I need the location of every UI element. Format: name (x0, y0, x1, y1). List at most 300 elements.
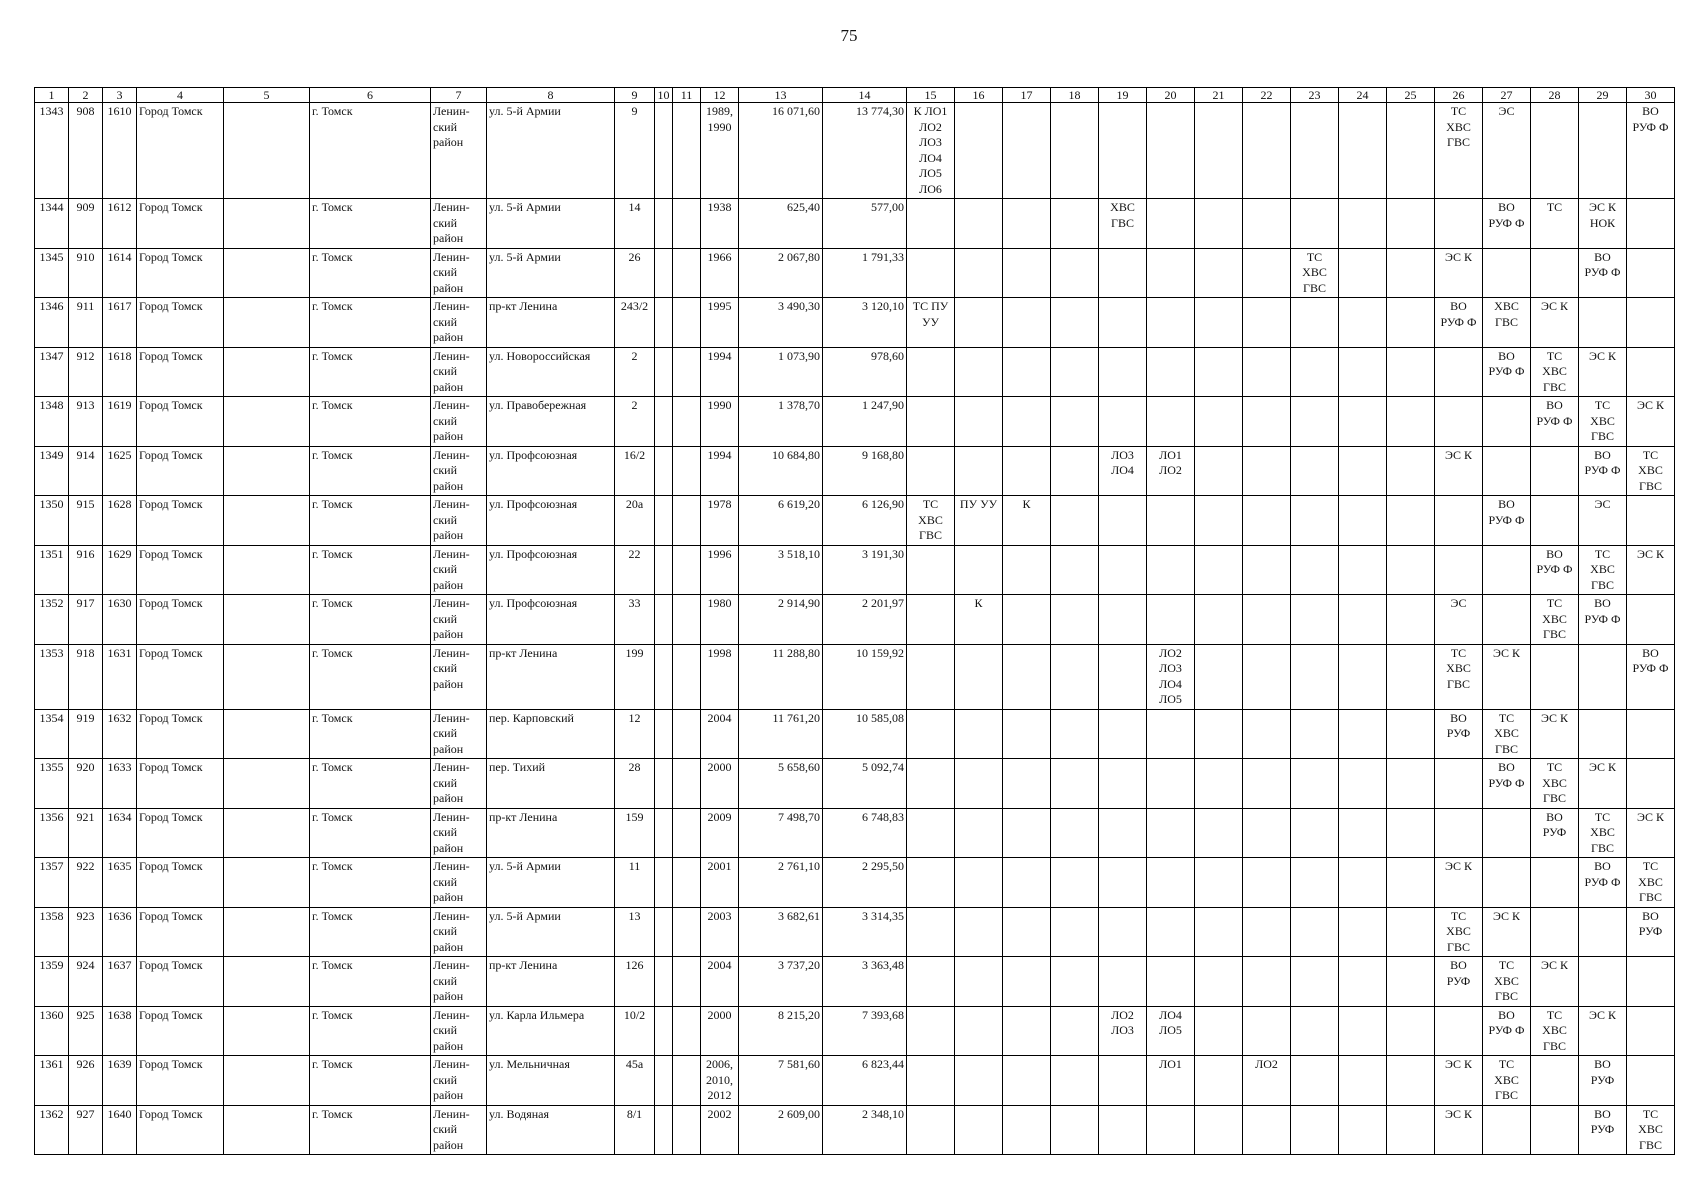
table-cell (1531, 1105, 1579, 1155)
table-cell (907, 709, 955, 759)
table-cell: 1631 (103, 644, 137, 709)
table-cell: 1360 (35, 1006, 69, 1056)
table-cell (1147, 1105, 1195, 1155)
table-cell: 1610 (103, 103, 137, 199)
table-cell: 1612 (103, 199, 137, 249)
table-cell (655, 808, 673, 858)
table-cell (1051, 199, 1099, 249)
table-cell (1051, 298, 1099, 348)
table-cell: Город Томск (137, 103, 224, 199)
table-cell: 11 288,80 (739, 644, 823, 709)
table-cell (673, 1006, 701, 1056)
table-cell: 5 658,60 (739, 759, 823, 809)
table-cell (1627, 759, 1675, 809)
table-row (35, 808, 1675, 858)
table-cell (1291, 709, 1339, 759)
table-cell: ЭС К (1435, 446, 1483, 496)
table-cell: 1617 (103, 298, 137, 348)
table-cell: 10 159,92 (823, 644, 907, 709)
table-cell (1387, 858, 1435, 908)
table-cell: 8/1 (615, 1105, 655, 1155)
table-row (35, 907, 1675, 957)
table-cell: 6 619,20 (739, 496, 823, 546)
table-cell (1435, 808, 1483, 858)
table-cell: Ленин- ский район (431, 545, 487, 595)
table-cell (1291, 103, 1339, 199)
table-cell (1195, 759, 1243, 809)
table-cell: ЛО3 ЛО4 (1099, 446, 1147, 496)
table-cell (673, 248, 701, 298)
table-cell: 1994 (701, 347, 739, 397)
table-cell: ВО РУФ Ф (1579, 858, 1627, 908)
table-cell: 33 (615, 595, 655, 645)
table-cell (224, 759, 310, 809)
table-cell: ТС ХВС ГВС (1627, 858, 1675, 908)
table-cell (1195, 1006, 1243, 1056)
table-cell: Город Томск (137, 1006, 224, 1056)
table-cell: 2 (615, 347, 655, 397)
table-cell: 1639 (103, 1056, 137, 1106)
table-cell: г. Томск (310, 248, 431, 298)
table-cell: 6 748,83 (823, 808, 907, 858)
table-cell (655, 957, 673, 1007)
table-cell (1579, 644, 1627, 709)
table-cell (1003, 858, 1051, 908)
table-cell (1051, 103, 1099, 199)
table-cell (1003, 808, 1051, 858)
table-cell: 1995 (701, 298, 739, 348)
table-cell: Город Томск (137, 545, 224, 595)
column-header: 20 (1147, 88, 1195, 103)
table-cell (1051, 808, 1099, 858)
table-cell: 925 (69, 1006, 103, 1056)
table-row (35, 759, 1675, 809)
table-cell: 1625 (103, 446, 137, 496)
table-cell: ЭС К (1435, 858, 1483, 908)
table-cell (1243, 248, 1291, 298)
table-cell (1579, 957, 1627, 1007)
table-cell (655, 103, 673, 199)
table-cell: 1 073,90 (739, 347, 823, 397)
table-cell: пр-кт Ленина (487, 957, 615, 1007)
column-header: 21 (1195, 88, 1243, 103)
table-cell (1051, 759, 1099, 809)
table-cell (1099, 347, 1147, 397)
table-cell (1195, 957, 1243, 1007)
table-cell: ЛО2 ЛО3 ЛО4 ЛО5 (1147, 644, 1195, 709)
table-cell: ВО РУФ Ф (1579, 595, 1627, 645)
table-cell (1099, 644, 1147, 709)
table-cell (1483, 1105, 1531, 1155)
table-cell: 577,00 (823, 199, 907, 249)
table-cell (955, 103, 1003, 199)
table-cell (673, 397, 701, 447)
table-cell: 914 (69, 446, 103, 496)
table-cell: 909 (69, 199, 103, 249)
table-cell (1627, 496, 1675, 546)
table-cell (655, 446, 673, 496)
table-cell (1387, 1006, 1435, 1056)
table-cell (1483, 248, 1531, 298)
table-cell: 6 126,90 (823, 496, 907, 546)
table-cell: Ленин- ский район (431, 957, 487, 1007)
table-cell: 1628 (103, 496, 137, 546)
table-cell (1531, 907, 1579, 957)
table-cell: Ленин- ский район (431, 1105, 487, 1155)
table-cell: К ЛО1 ЛО2 ЛО3 ЛО4 ЛО5 ЛО6 (907, 103, 955, 199)
table-cell: ТС ХВС ГВС (1531, 1006, 1579, 1056)
table-cell (1099, 1056, 1147, 1106)
table-cell: 1994 (701, 446, 739, 496)
table-cell: 910 (69, 248, 103, 298)
table-cell: 927 (69, 1105, 103, 1155)
table-cell (1387, 545, 1435, 595)
column-header: 24 (1339, 88, 1387, 103)
table-cell (1339, 1105, 1387, 1155)
table-cell: ЭС К (1435, 1105, 1483, 1155)
table-cell: 1638 (103, 1006, 137, 1056)
table-cell (1291, 1006, 1339, 1056)
table-cell (1483, 446, 1531, 496)
table-cell (1099, 808, 1147, 858)
table-cell (1147, 808, 1195, 858)
table-cell (1435, 199, 1483, 249)
column-header: 22 (1243, 88, 1291, 103)
table-cell (955, 1105, 1003, 1155)
table-cell: г. Томск (310, 595, 431, 645)
table-cell: 7 498,70 (739, 808, 823, 858)
table-cell: ЭС К (1483, 907, 1531, 957)
table-cell (1051, 446, 1099, 496)
table-cell: 243/2 (615, 298, 655, 348)
table-cell (1627, 199, 1675, 249)
table-cell: 14 (615, 199, 655, 249)
table-cell: 7 581,60 (739, 1056, 823, 1106)
column-header: 10 (655, 88, 673, 103)
table-cell (673, 1105, 701, 1155)
column-header: 14 (823, 88, 907, 103)
table-cell (224, 808, 310, 858)
table-cell: 918 (69, 644, 103, 709)
table-cell: 3 363,48 (823, 957, 907, 1007)
table-cell: 10 585,08 (823, 709, 907, 759)
table-cell (1339, 298, 1387, 348)
table-cell: 9 168,80 (823, 446, 907, 496)
table-cell (1243, 808, 1291, 858)
table-cell (673, 709, 701, 759)
table-cell (907, 1006, 955, 1056)
table-cell: 1619 (103, 397, 137, 447)
table-cell (1195, 496, 1243, 546)
table-cell: 3 314,35 (823, 907, 907, 957)
table-cell: 922 (69, 858, 103, 908)
table-cell: г. Томск (310, 496, 431, 546)
column-header: 30 (1627, 88, 1675, 103)
table-cell (1051, 644, 1099, 709)
table-cell: пер. Карповский (487, 709, 615, 759)
table-cell: ТС ХВС ГВС (1627, 446, 1675, 496)
table-cell: 913 (69, 397, 103, 447)
table-cell (1579, 103, 1627, 199)
table-cell: ЭС К (1435, 1056, 1483, 1106)
table-cell: 919 (69, 709, 103, 759)
table-cell: 2000 (701, 1006, 739, 1056)
table-cell (1195, 103, 1243, 199)
table-cell: ТС ХВС ГВС (1291, 248, 1339, 298)
column-header: 15 (907, 88, 955, 103)
table-cell: Ленин- ский район (431, 907, 487, 957)
table-row (35, 103, 1675, 199)
table-cell (1099, 957, 1147, 1007)
table-cell (224, 298, 310, 348)
table-cell: г. Томск (310, 1056, 431, 1106)
table-cell (1243, 347, 1291, 397)
table-cell (1195, 907, 1243, 957)
table-cell (1387, 957, 1435, 1007)
table-cell: 2 609,00 (739, 1105, 823, 1155)
table-cell (1243, 709, 1291, 759)
table-cell: 1635 (103, 858, 137, 908)
table-cell (1291, 496, 1339, 546)
table-cell (1339, 347, 1387, 397)
table-cell (955, 1006, 1003, 1056)
table-cell: г. Томск (310, 1105, 431, 1155)
table-cell: ТС ХВС ГВС (1435, 103, 1483, 199)
table-cell: Ленин- ский район (431, 1056, 487, 1106)
table-cell: 10/2 (615, 1006, 655, 1056)
table-cell: Ленин- ский район (431, 709, 487, 759)
table-cell (1291, 397, 1339, 447)
table-cell: ТС ХВС ГВС (1483, 957, 1531, 1007)
table-cell: 1344 (35, 199, 69, 249)
table-cell (1627, 595, 1675, 645)
table-cell (1339, 199, 1387, 249)
table-cell: ВО РУФ Ф (1483, 347, 1531, 397)
table-cell (1291, 644, 1339, 709)
table-cell (1051, 957, 1099, 1007)
table-cell (224, 347, 310, 397)
table-cell (1243, 545, 1291, 595)
table-cell (1195, 397, 1243, 447)
table-cell (1339, 397, 1387, 447)
table-cell (955, 199, 1003, 249)
table-cell: Ленин- ский район (431, 248, 487, 298)
table-cell: ЛО2 ЛО3 (1099, 1006, 1147, 1056)
table-cell (1435, 347, 1483, 397)
column-header: 19 (1099, 88, 1147, 103)
table-cell (1627, 709, 1675, 759)
column-header: 13 (739, 88, 823, 103)
table-cell: 1980 (701, 595, 739, 645)
column-header: 1 (35, 88, 69, 103)
table-cell: ХВС ГВС (1483, 298, 1531, 348)
table-cell (224, 545, 310, 595)
table-cell (1627, 248, 1675, 298)
table-cell: ВО РУФ (1579, 1105, 1627, 1155)
table-cell (1003, 248, 1051, 298)
column-header: 23 (1291, 88, 1339, 103)
table-cell: 1355 (35, 759, 69, 809)
table-cell: 11 761,20 (739, 709, 823, 759)
table-cell: 10 684,80 (739, 446, 823, 496)
table-cell (955, 709, 1003, 759)
table-cell (1243, 103, 1291, 199)
table-cell: 1632 (103, 709, 137, 759)
table-cell (673, 907, 701, 957)
table-row (35, 709, 1675, 759)
table-cell: 13 774,30 (823, 103, 907, 199)
table-cell (655, 199, 673, 249)
table-cell: Город Томск (137, 808, 224, 858)
header-row (35, 88, 1675, 103)
table-cell: 912 (69, 347, 103, 397)
table-cell: г. Томск (310, 759, 431, 809)
table-cell (1099, 545, 1147, 595)
table-cell: 45а (615, 1056, 655, 1106)
table-cell: 1350 (35, 496, 69, 546)
table-cell (1387, 397, 1435, 447)
table-cell (224, 1056, 310, 1106)
table-cell: 2002 (701, 1105, 739, 1155)
table-cell: 978,60 (823, 347, 907, 397)
table-cell (1051, 248, 1099, 298)
table-cell: 1353 (35, 644, 69, 709)
table-cell (1003, 907, 1051, 957)
table-cell (1339, 957, 1387, 1007)
table-cell (1339, 1006, 1387, 1056)
table-cell (1243, 496, 1291, 546)
table-cell (955, 397, 1003, 447)
table-cell (1243, 446, 1291, 496)
table-cell: г. Томск (310, 858, 431, 908)
table-cell: 1362 (35, 1105, 69, 1155)
table-cell (1195, 298, 1243, 348)
table-cell (1243, 858, 1291, 908)
table-cell: г. Томск (310, 397, 431, 447)
table-cell: ЭС (1483, 103, 1531, 199)
table-cell: пр-кт Ленина (487, 644, 615, 709)
table-row (35, 858, 1675, 908)
table-cell: 1998 (701, 644, 739, 709)
table-cell: 1349 (35, 446, 69, 496)
table-cell (1339, 103, 1387, 199)
table-cell: ВО РУФ Ф (1435, 298, 1483, 348)
table-cell (224, 496, 310, 546)
table-cell: г. Томск (310, 644, 431, 709)
table-cell (1195, 446, 1243, 496)
table-cell (1099, 298, 1147, 348)
column-header: 7 (431, 88, 487, 103)
table-cell (673, 496, 701, 546)
table-cell (1291, 199, 1339, 249)
table-cell: К (955, 595, 1003, 645)
table-cell (1099, 858, 1147, 908)
table-cell: г. Томск (310, 103, 431, 199)
table-cell (1387, 103, 1435, 199)
table-cell: 7 393,68 (823, 1006, 907, 1056)
table-cell: Ленин- ский район (431, 397, 487, 447)
column-header: 6 (310, 88, 431, 103)
table-cell: Город Томск (137, 248, 224, 298)
table-cell: Ленин- ский район (431, 496, 487, 546)
table-cell (1195, 1105, 1243, 1155)
table-cell (1339, 595, 1387, 645)
column-header: 11 (673, 88, 701, 103)
table-cell: ВО РУФ (1627, 907, 1675, 957)
table-cell (224, 907, 310, 957)
table-cell: 20а (615, 496, 655, 546)
table-cell (1195, 199, 1243, 249)
table-cell: Город Томск (137, 397, 224, 447)
table-cell: ул. Мельничная (487, 1056, 615, 1106)
table-cell (1627, 347, 1675, 397)
table-cell (1003, 1105, 1051, 1155)
table-cell (1243, 595, 1291, 645)
table-cell: г. Томск (310, 808, 431, 858)
table-cell: ВО РУФ Ф (1483, 1006, 1531, 1056)
table-cell (224, 397, 310, 447)
table-cell: ЛО2 (1243, 1056, 1291, 1106)
table-cell: Ленин- ский район (431, 347, 487, 397)
table-cell (673, 103, 701, 199)
table-cell (1387, 347, 1435, 397)
table-cell: Ленин- ский район (431, 103, 487, 199)
table-cell: Город Томск (137, 907, 224, 957)
table-cell (1003, 446, 1051, 496)
table-cell: ЭС К (1627, 808, 1675, 858)
table-cell (1483, 397, 1531, 447)
table-cell (655, 545, 673, 595)
table-cell: 924 (69, 957, 103, 1007)
table-cell (1003, 103, 1051, 199)
table-cell (1531, 103, 1579, 199)
table-cell: ПУ УУ (955, 496, 1003, 546)
table-cell: 1352 (35, 595, 69, 645)
table-cell: 3 682,61 (739, 907, 823, 957)
table-cell (1051, 1006, 1099, 1056)
table-cell: 1345 (35, 248, 69, 298)
table-cell (955, 808, 1003, 858)
table-row (35, 446, 1675, 496)
table-cell: 926 (69, 1056, 103, 1106)
table-cell: 3 518,10 (739, 545, 823, 595)
table-cell: 6 823,44 (823, 1056, 907, 1106)
table-cell (1195, 248, 1243, 298)
table-cell (1387, 1105, 1435, 1155)
table-cell: ТС ХВС ГВС (1579, 397, 1627, 447)
table-cell: 159 (615, 808, 655, 858)
table-cell (1291, 1056, 1339, 1106)
table-cell (1147, 759, 1195, 809)
table-body (35, 103, 1675, 1155)
table-cell: 917 (69, 595, 103, 645)
table-cell: 13 (615, 907, 655, 957)
table-cell (1243, 759, 1291, 809)
table-cell: ул. Новороссийская (487, 347, 615, 397)
table-cell (224, 595, 310, 645)
table-cell: ВО РУФ Ф (1579, 248, 1627, 298)
table-cell: ВО РУФ (1435, 957, 1483, 1007)
table-cell: ЛО1 ЛО2 (1147, 446, 1195, 496)
table-cell (673, 808, 701, 858)
table-cell: 2 067,80 (739, 248, 823, 298)
table-cell: пр-кт Ленина (487, 298, 615, 348)
table-cell (1051, 595, 1099, 645)
column-header: 2 (69, 88, 103, 103)
table-cell (1387, 248, 1435, 298)
table-cell (955, 644, 1003, 709)
column-header: 29 (1579, 88, 1627, 103)
